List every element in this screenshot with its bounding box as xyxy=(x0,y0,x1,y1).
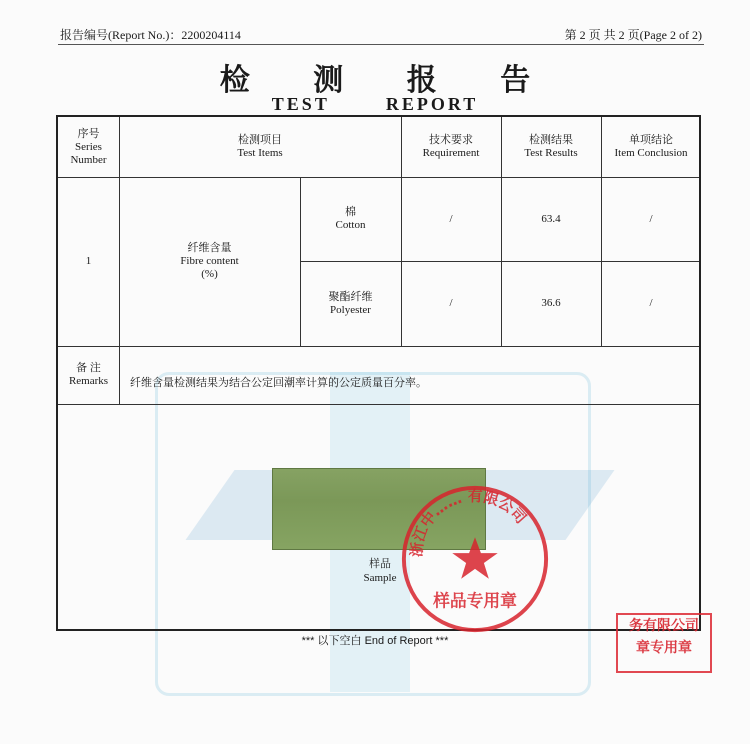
item-cn: 纤维含量 xyxy=(187,242,232,254)
header-conclusion-en: Item Conclusion xyxy=(614,147,688,159)
rule xyxy=(58,346,699,347)
header-series xyxy=(58,117,119,177)
remarks-label-en: Remarks xyxy=(68,375,109,387)
item-en: Fibre content xyxy=(180,255,239,267)
seal-center-text: 样品专用章 xyxy=(433,590,517,611)
sample-seal-stamp xyxy=(396,480,554,638)
cotton-conclusion: / xyxy=(649,212,653,225)
cotton-result: 63.4 xyxy=(541,212,561,225)
header-requirement-cn: 技术要求 xyxy=(429,134,473,146)
subrow-cotton-name xyxy=(300,177,401,261)
header-results-cn: 检测结果 xyxy=(529,134,573,146)
header-results xyxy=(501,117,601,177)
report-number: 报告编号(Report No.)：2200204114 xyxy=(60,28,241,42)
page-indicator: 第 2 页 共 2 页(Page 2 of 2) xyxy=(564,28,702,42)
header-divider xyxy=(58,44,704,45)
seal-ring-text: 浙江中…… 有限公司 xyxy=(408,488,530,558)
item-unit: (%) xyxy=(201,268,218,280)
sample-en: Sample xyxy=(363,572,397,584)
title-english xyxy=(0,94,750,115)
header-items xyxy=(119,117,401,177)
title-chinese: 检 测 报 告 xyxy=(219,64,559,97)
rule xyxy=(58,404,699,405)
polyester-cn: 聚酯纤维 xyxy=(328,290,373,303)
cotton-requirement: / xyxy=(449,212,453,225)
polyester-result: 36.6 xyxy=(541,297,561,309)
subrow-polyester-name xyxy=(300,261,401,346)
polyester-requirement: / xyxy=(449,297,453,309)
remarks-label-cn: 备 注 xyxy=(76,362,101,374)
row-number: 1 xyxy=(85,255,92,267)
corner-stamp-line2: 章专用章 xyxy=(636,640,692,656)
corner-stamp-line1: 务有限公司 xyxy=(629,618,699,634)
cotton-cn: 棉 xyxy=(345,206,356,218)
header-requirement-en: Requirement xyxy=(422,147,480,159)
header-conclusion xyxy=(601,117,701,177)
title-english-part1: TEST xyxy=(271,94,330,114)
cotton-en: Cotton xyxy=(335,219,366,231)
header-items-en: Test Items xyxy=(237,147,283,159)
title-english-part2: REPORT xyxy=(385,94,479,114)
row-item xyxy=(119,177,300,346)
results-table xyxy=(56,115,701,631)
header-requirement xyxy=(401,117,501,177)
polyester-conclusion: / xyxy=(649,297,653,309)
end-of-report: *** 以下空白 End of Report *** xyxy=(301,635,449,647)
remarks-text: 纤维含量检测结果为结合公定回潮率计算的公定质量百分率。 xyxy=(130,377,427,389)
sample-cn: 样品 xyxy=(369,558,391,570)
header-conclusion-cn: 单项结论 xyxy=(629,134,673,146)
header-series-en1: Series xyxy=(75,140,102,153)
header-series-en2: Number xyxy=(70,153,107,166)
remarks-label xyxy=(58,346,119,404)
header-series-cn: 序号 xyxy=(77,127,100,140)
header-results-en: Test Results xyxy=(524,147,578,159)
polyester-en: Polyester xyxy=(330,303,371,316)
header-items-cn: 检测项目 xyxy=(238,134,282,146)
